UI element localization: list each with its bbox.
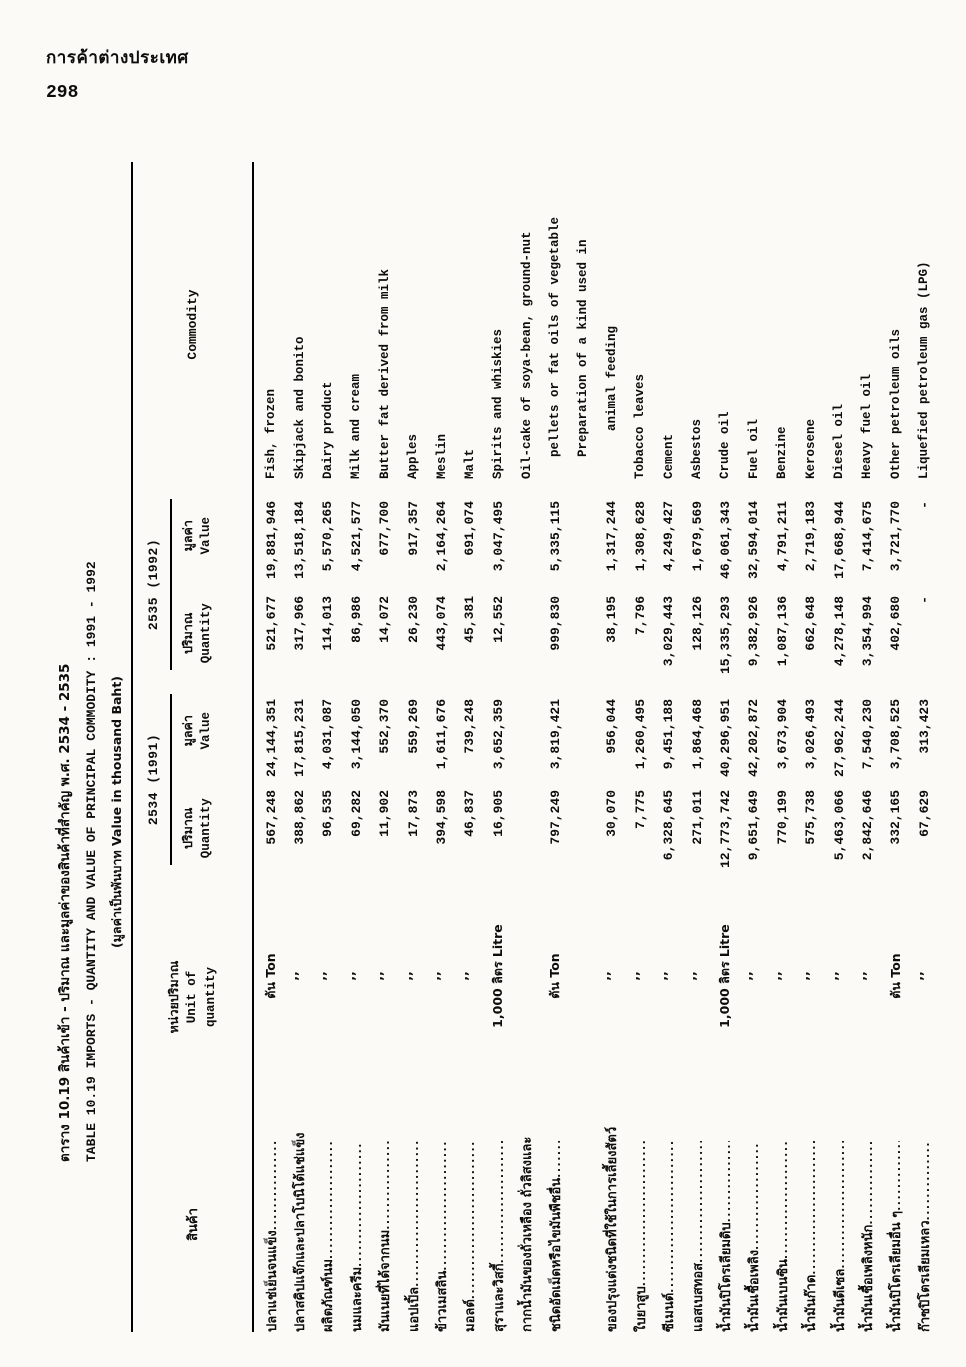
commodity-eng-cell: Cement: [661, 433, 676, 479]
commodity-thai-cell: [857, 1117, 878, 1332]
commodity-eng-cell: Asbestos: [690, 418, 705, 479]
dotted-leader: [862, 1141, 875, 1225]
table-body: [257, 162, 938, 1332]
commodity-thai-label: ใบยาสูบ: [633, 1286, 649, 1332]
value-1991-cell: 1,611,676: [434, 699, 450, 770]
dotted-leader: [436, 1141, 449, 1271]
quantity-1991-cell: 9,651,649: [746, 790, 762, 861]
unit-cell: 1,000 ลิตร Litre: [717, 924, 733, 1028]
table-row: [314, 162, 342, 1332]
quantity-1991-cell: 16,905: [490, 790, 506, 837]
commodity-thai-label: น้ำมันปิโตรเลียมดิบ: [718, 1222, 734, 1332]
unit-cell: ’’: [348, 971, 364, 981]
quantity-1991-cell: 394,598: [434, 790, 450, 845]
unit-cell: ’’: [859, 971, 875, 981]
commodity-thai-cell: [403, 1117, 424, 1332]
table-row: [285, 162, 313, 1332]
unit-cell: 1,000 ลิตร Litre: [490, 924, 506, 1028]
subheader-quantity-1992: [179, 585, 215, 683]
commodity-thai-label: ก๊าซปิโตรเลียมเหลว: [917, 1220, 933, 1332]
commodity-thai-cell: [601, 1117, 622, 1332]
value-1992-cell: 19,881,946: [263, 501, 279, 580]
commodity-eng-cell: Other petroleum oils: [888, 328, 903, 479]
unit-cell: ’’: [405, 971, 421, 981]
page-corner-block: [46, 44, 189, 103]
commodity-thai-label: น้ำมันก๊าด: [804, 1274, 820, 1332]
dotted-leader: [692, 1141, 705, 1263]
unit-cell: ’’: [320, 971, 336, 981]
quantity-1992-cell: 26,230: [405, 596, 421, 643]
value-1991-cell: 27,962,244: [831, 699, 847, 778]
value-1991-cell: 313,423: [916, 699, 932, 754]
value-1992-cell: 46,061,343: [717, 501, 733, 580]
commodity-eng-cell: Preparation of a kind used in: [576, 239, 591, 457]
value-1992-cell: 1,308,628: [632, 501, 648, 572]
quantity-1992-cell: 45,381: [462, 596, 478, 643]
dotted-leader: [777, 1141, 790, 1259]
quantity-1991-cell: 2,842,646: [859, 790, 875, 861]
quantity-1991-cell: 12,773,742: [717, 790, 733, 869]
table-row: [598, 162, 626, 1332]
unit-cell: ’’: [803, 971, 819, 981]
subheader-value-eng: Value: [199, 712, 213, 750]
dotted-leader: [379, 1141, 392, 1230]
value-1991-cell: 24,144,351: [263, 699, 279, 778]
subheader-value-thai: มูลค่า: [180, 715, 195, 747]
quantity-1992-cell: 38,195: [604, 596, 620, 643]
dotted-leader: [635, 1141, 648, 1286]
subheader-value-eng: Value: [199, 517, 213, 555]
commodity-eng-cell: Dairy product: [320, 381, 335, 479]
value-1992-cell: -: [916, 501, 932, 509]
quantity-1991-cell: 575,738: [803, 790, 819, 845]
dotted-leader: [805, 1141, 818, 1275]
value-1991-cell: 552,370: [377, 699, 393, 754]
table-row: [740, 162, 768, 1332]
dotted-leader: [464, 1141, 477, 1299]
quantity-1992-cell: 128,126: [689, 596, 705, 651]
value-1992-cell: 1,679,569: [689, 501, 705, 572]
value-1991-cell: 739,248: [462, 699, 478, 754]
table-row: [825, 162, 853, 1332]
page-number: 298: [46, 83, 79, 103]
unit-cell: ’’: [462, 971, 478, 981]
commodity-thai-label: ผลิตภัณฑ์นม: [321, 1259, 337, 1332]
quantity-1992-cell: 3,029,443: [661, 596, 677, 667]
quantity-1992-cell: -: [916, 596, 932, 604]
value-1992-cell: 5,570,265: [320, 501, 336, 572]
table-row: [541, 162, 569, 1332]
quantity-1992-cell: 15,335,293: [717, 596, 733, 675]
commodity-thai-label: น้ำมันเชื้อเพลิงหนัก: [860, 1224, 876, 1332]
commodity-thai-cell: [687, 1117, 708, 1332]
quantity-1992-cell: 521,677: [263, 596, 279, 651]
value-1992-cell: 677,700: [377, 501, 393, 556]
quantity-1992-cell: 14,072: [377, 596, 393, 643]
value-1991-cell: 1,260,495: [632, 699, 648, 770]
subheader-value-1992: [179, 487, 215, 585]
commodity-eng-cell: Spirits and whiskies: [491, 328, 506, 479]
commodity-eng-cell: Skipjack and bonito: [292, 336, 307, 479]
table-row: [654, 162, 682, 1332]
dotted-leader: [834, 1141, 847, 1269]
commodity-thai-label: ปลาแช่เย็นจนแข็ง: [264, 1230, 280, 1332]
table-title-english: TABLE 10.19 IMPORTS - QUANTITY AND VALUE OF PRINCIPAL COMMODITY : 1991 - 1992: [84, 561, 99, 1162]
table-row: [513, 162, 541, 1332]
unit-cell: ’’: [292, 971, 308, 981]
unit-cell: ’’: [661, 971, 677, 981]
unit-cell: ’’: [774, 971, 790, 981]
table-row: [257, 162, 285, 1332]
commodity-thai-cell: [374, 1117, 395, 1332]
dotted-leader: [550, 1141, 563, 1178]
commodity-eng-cell: Butter fat derived from milk: [377, 268, 392, 479]
dotted-leader: [663, 1141, 676, 1293]
subheader-value-thai: มูลค่า: [180, 520, 195, 552]
commodity-thai-label: มอลต์: [463, 1299, 479, 1332]
quantity-1992-cell: 4,278,148: [831, 596, 847, 667]
value-1992-cell: 2,164,264: [434, 501, 450, 572]
table-row: [427, 162, 455, 1332]
value-1992-cell: 4,521,577: [348, 501, 364, 572]
quantity-1992-cell: 662,648: [803, 596, 819, 651]
commodity-thai-label: สุราและวิสกี้: [491, 1263, 507, 1332]
year-label-1992: 2535 (1992): [146, 538, 161, 631]
table-row: [853, 162, 881, 1332]
quantity-1992-cell: 402,680: [888, 596, 904, 651]
unit-cell: ’’: [632, 971, 648, 981]
commodity-thai-cell: [715, 1117, 736, 1332]
value-1991-cell: 9,451,188: [661, 699, 677, 770]
table-title-note: (มูลค่าเป็นพันบาท Value in thousand Baht): [109, 675, 124, 949]
commodity-thai-cell: [488, 1117, 509, 1332]
value-1992-cell: 2,719,183: [803, 501, 819, 572]
year-label-1991: 2534 (1991): [146, 733, 161, 826]
dotted-leader: [408, 1141, 421, 1287]
quantity-1992-cell: 3,354,994: [859, 596, 875, 667]
quantity-1992-cell: 9,382,926: [746, 596, 762, 667]
commodity-thai-cell: [346, 1117, 367, 1332]
commodity-eng-cell: Kerosene: [803, 418, 818, 479]
commodity-thai-label: มันเนยที่ได้จากนม: [378, 1229, 394, 1332]
commodity-eng-cell: Benzine: [775, 426, 790, 479]
unit-cell: ตัน Ton: [887, 953, 903, 999]
commodity-eng-cell: animal feeding: [604, 325, 619, 431]
commodity-thai-label: ของปรุงแต่งชนิดที่ใช้ในการเลี้ยงสัตว์: [605, 1126, 621, 1332]
dotted-leader: [890, 1141, 903, 1211]
header-commodity-eng: Commodity: [185, 289, 200, 360]
table-title-thai: ตาราง 10.19 สินค้าเข้า - ปริมาณ และมูลค่าของสินค้าที่สำคัญ พ.ศ. 2534 - 2535: [57, 663, 73, 1162]
header-unit-line3: quantity: [204, 967, 218, 1028]
table-row: [569, 162, 597, 1332]
quantity-1991-cell: 797,249: [547, 790, 563, 845]
value-1991-cell: 4,031,087: [320, 699, 336, 770]
table-row: [484, 162, 512, 1332]
commodity-thai-label: นมและครีม: [349, 1266, 365, 1332]
dotted-leader: [266, 1141, 279, 1230]
commodity-thai-label: ซีเมนต์: [662, 1292, 678, 1332]
subheaders-1992: [179, 487, 215, 682]
table-row: [626, 162, 654, 1332]
header-year-group-1992: [133, 487, 252, 682]
quantity-1992-cell: 443,074: [434, 596, 450, 651]
quantity-1991-cell: 5,463,066: [831, 790, 847, 861]
commodity-eng-cell: Crude oil: [718, 411, 733, 479]
table-header-row: [131, 162, 254, 1332]
value-1991-cell: 40,296,951: [717, 699, 733, 778]
commodity-thai-cell: [261, 1117, 282, 1332]
value-1991-cell: 17,815,231: [292, 699, 308, 778]
commodity-thai-label: น้ำมันเชื้อเพลิง: [747, 1249, 763, 1332]
quantity-1991-cell: 96,535: [320, 790, 336, 837]
value-1991-cell: 3,144,050: [348, 699, 364, 770]
quantity-1991-cell: 67,629: [916, 790, 932, 837]
commodity-thai-label: น้ำมันดีเซล: [832, 1268, 848, 1332]
commodity-eng-cell: Apples: [406, 433, 421, 479]
commodity-thai-cell: [431, 1117, 452, 1332]
value-1992-cell: 5,335,115: [547, 501, 563, 572]
value-1992-cell: 3,047,495: [490, 501, 506, 572]
header-unit-line1: หน่วยปริมาณ: [166, 960, 181, 1034]
value-1991-cell: 3,819,421: [547, 699, 563, 770]
subheader-quantity-thai: ปริมาณ: [180, 807, 195, 850]
quantity-1991-cell: 332,165: [888, 790, 904, 845]
commodity-thai-cell: [289, 1117, 310, 1332]
quantity-1992-cell: 114,013: [320, 596, 336, 651]
commodity-thai-label: ชนิดอัดเม็ดหรือไขมันพืชอื่น: [548, 1177, 564, 1332]
commodity-thai-label: ปลาสคิปแจ๊กและปลาโบนิโต้แช่แข็ง: [293, 1132, 309, 1332]
quantity-1991-cell: 46,837: [462, 790, 478, 837]
value-1992-cell: 7,414,675: [859, 501, 875, 572]
year-group-rule-1991: [170, 694, 172, 866]
commodity-thai-cell: [516, 1117, 537, 1332]
table-row: [342, 162, 370, 1332]
value-1992-cell: 917,357: [405, 501, 421, 556]
quantity-1991-cell: 567,248: [263, 790, 279, 845]
commodity-thai-cell: [800, 1117, 821, 1332]
subheader-value-1991: [179, 682, 215, 780]
dotted-leader: [322, 1141, 335, 1259]
unit-cell: ’’: [689, 971, 705, 981]
header-unit-line2: Unit of: [185, 970, 199, 1024]
quantity-1992-cell: 317,966: [292, 596, 308, 651]
subheader-quantity-thai: ปริมาณ: [180, 612, 195, 655]
commodity-eng-cell: Milk and cream: [349, 373, 364, 479]
value-1991-cell: 42,202,872: [746, 699, 762, 778]
commodity-thai-label: แอปเปิ้ล: [406, 1286, 422, 1332]
value-1991-cell: 3,673,904: [774, 699, 790, 770]
unit-cell: ตัน Ton: [547, 953, 563, 999]
table-row: [796, 162, 824, 1332]
table-row: [456, 162, 484, 1332]
value-1992-cell: 3,721,770: [888, 501, 904, 572]
commodity-eng-cell: Tobacco leaves: [633, 373, 648, 479]
commodity-eng-cell: Malt: [462, 448, 477, 479]
unit-cell: ’’: [604, 971, 620, 981]
value-1992-cell: 4,249,427: [661, 501, 677, 572]
commodity-eng-cell: pellets or fat oils of vegetable: [548, 216, 563, 457]
commodity-thai-cell: [829, 1117, 850, 1332]
unit-cell: ’’: [746, 971, 762, 981]
header-unit-of-quantity: [133, 877, 252, 1117]
quantity-1992-cell: 1,087,136: [774, 596, 790, 667]
commodity-eng-cell: Oil-cake of soya-bean, ground-nut: [519, 231, 534, 479]
table-title-block: [53, 462, 127, 1162]
commodity-thai-cell: [658, 1117, 679, 1332]
quantity-1991-cell: 770,199: [774, 790, 790, 845]
quantity-1992-cell: 999,830: [547, 596, 563, 651]
value-1991-cell: 3,026,493: [803, 699, 819, 770]
unit-cell: ’’: [916, 971, 932, 981]
commodity-thai-cell: [885, 1117, 906, 1332]
quantity-1991-cell: 11,902: [377, 790, 393, 837]
value-1991-cell: 956,044: [604, 699, 620, 754]
commodity-thai-label: น้ำมันปิโตรเลียมอื่น ๆ: [889, 1210, 905, 1332]
value-1992-cell: 32,594,014: [746, 501, 762, 580]
unit-cell: ’’: [831, 971, 847, 981]
dotted-leader: [493, 1141, 506, 1263]
value-1991-cell: 7,540,230: [859, 699, 875, 770]
quantity-1991-cell: 6,328,645: [661, 790, 677, 861]
quantity-1991-cell: 17,873: [405, 790, 421, 837]
dotted-leader: [720, 1141, 733, 1222]
commodity-thai-cell: [914, 1117, 935, 1332]
quantity-1991-cell: 7,775: [632, 790, 648, 830]
rotated-table-sheet: [53, 162, 937, 1332]
table-row: [882, 162, 910, 1332]
subheader-quantity-eng: Quantity: [199, 798, 213, 859]
table-row: [910, 162, 938, 1332]
commodity-eng-cell: Fish, frozen: [264, 388, 279, 479]
commodity-eng-cell: Diesel oil: [832, 403, 846, 479]
commodity-thai-cell: [630, 1117, 651, 1332]
table-row: [711, 162, 739, 1332]
commodity-thai-cell: [317, 1117, 338, 1332]
dotted-leader: [351, 1141, 364, 1267]
quantity-1991-cell: 30,070: [604, 790, 620, 837]
quantity-1991-cell: 388,862: [292, 790, 308, 845]
subheaders-1991: [179, 682, 215, 877]
value-1991-cell: 1,864,468: [689, 699, 705, 770]
table-row: [683, 162, 711, 1332]
commodity-thai-cell: [772, 1117, 793, 1332]
commodity-thai-label: ข้าวเมสลิน: [435, 1270, 451, 1332]
commodity-eng-cell: Liquefied petroleum gas (LPG): [917, 261, 932, 479]
unit-cell: ตัน Ton: [263, 953, 279, 999]
commodity-eng-cell: Heavy fuel oil: [860, 373, 875, 479]
value-1991-cell: 3,652,359: [490, 699, 506, 770]
dotted-leader: [919, 1141, 932, 1220]
table-row: [768, 162, 796, 1332]
unit-cell: ’’: [377, 971, 393, 981]
commodity-thai-cell: [459, 1117, 480, 1332]
quantity-1991-cell: 69,282: [348, 790, 364, 837]
value-1992-cell: 4,791,211: [774, 501, 790, 572]
year-group-rule-1992: [170, 499, 172, 671]
value-1992-cell: 1,317,244: [604, 501, 620, 572]
table-row: [371, 162, 399, 1332]
section-heading: การค้าต่างประเทศ: [46, 48, 189, 68]
commodity-eng-cell: Meslin: [434, 433, 449, 479]
commodity-thai-label: แอสเบสทอส: [690, 1262, 706, 1332]
unit-cell: ’’: [434, 971, 450, 981]
value-1991-cell: 3,708,525: [888, 699, 904, 770]
subheader-quantity-eng: Quantity: [199, 603, 213, 664]
commodity-thai-cell: [545, 1117, 566, 1332]
imports-table: [131, 162, 938, 1332]
value-1992-cell: 17,668,944: [831, 501, 847, 580]
commodity-thai-label: น้ำมันเบนซิน: [775, 1259, 791, 1332]
table-row: [399, 162, 427, 1332]
value-1991-cell: 559,269: [405, 699, 421, 754]
header-year-group-1991: [133, 682, 252, 877]
quantity-1992-cell: 7,796: [632, 596, 648, 636]
value-1992-cell: 691,074: [462, 501, 478, 556]
dotted-leader: [748, 1141, 761, 1250]
quantity-1992-cell: 86,986: [348, 596, 364, 643]
commodity-eng-cell: Fuel oil: [746, 418, 761, 479]
commodity-thai-label: กากน้ำมันของถั่วเหลือง ถั่วลิสงและ: [520, 1136, 536, 1332]
quantity-1992-cell: 12,552: [490, 596, 506, 643]
value-1992-cell: 13,518,184: [292, 501, 308, 580]
quantity-1991-cell: 271,011: [689, 790, 705, 845]
header-commodity-thai: สินค้า: [186, 1208, 201, 1241]
commodity-thai-cell: [743, 1117, 764, 1332]
subheader-quantity-1991: [179, 780, 215, 878]
